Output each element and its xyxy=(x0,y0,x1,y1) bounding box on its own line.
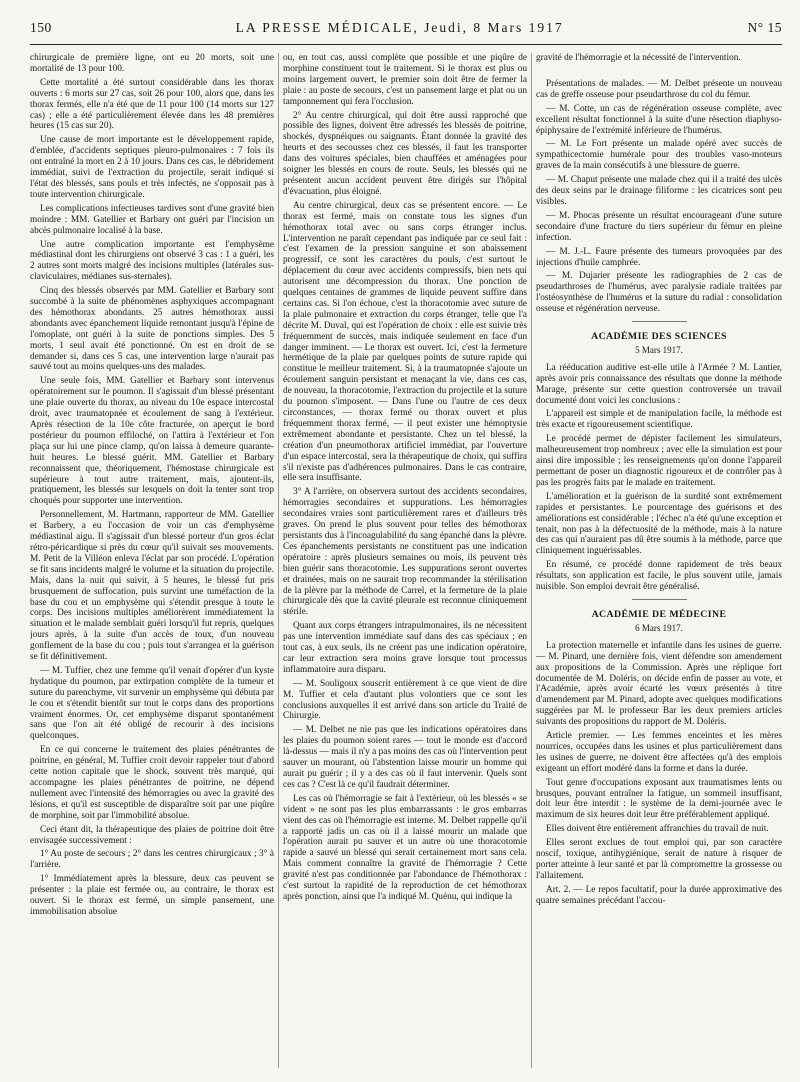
column-divider xyxy=(278,53,279,1068)
section-date: 5 Mars 1917. xyxy=(635,344,683,355)
paragraph: — M. Delbet ne nie pas que les indications opératoires dans les plaies du poumon soient rares — tout le monde est d'accord là-dessus — mais il n'y a pas moins des cas où l'intervention peut sauver un mourant, où l'abstention laisse mourir un homme qui aurait pu guérir ; il y a des cas où il faut intervenir. Quels sont ces cas ? C'est là ce qu'il faudrait déterminer. xyxy=(283,725,527,790)
column-1 xyxy=(30,53,274,1073)
presentation-item: — M. Chaput présente une malade chez qui il a traité des ulcès des deux seins par le drainage filiforme : les cicatrices sont peu visibles. xyxy=(536,175,782,207)
paragraph: Une cause de mort importante est le développement rapide, d'emblée, d'accidents septiques pleuro-pulmonaires : 7 fois ils ont entraîné la mort en 2 à 10 jours. Dans ces cas, le débridement immédiat, suivi de l'extraction du projectile, serait indiqué si l'état des blessés, sans pouls et très infectés, ne s'opposait pas à toute intervention chirurgicale. xyxy=(30,135,274,200)
paragraph: L'appareil est simple et de manipulation facile, la méthode est très exacte et rigoureusement scientifique. xyxy=(536,409,782,431)
presentation-item: — M. Dujarier présente les radiographies de 2 cas de pseudarthroses de l'humérus, avec paralysie radiale traitées par l'ostéosynthèse de l'humérus et la suture du radial : consolidation osseuse et régénération nerveuse. xyxy=(536,271,782,315)
paragraph: Une autre complication importante est l'emphysème médiastinal dont les chirurgiens ont observé 3 cas : 1 a guéri, les 2 autres sont morts malgré des incisions multiples (latérales sus-claviculaires, médianes sus-sternales). xyxy=(30,239,274,283)
paragraph: 3° A l'arrière, on observera surtout des accidents secondaires, hémorragies secondaires et suppurations. Les hémorragies secondaires vraies sont particulièrement rares et d'ailleurs très graves. On prend le plus souvent pour telles des hémothorax persistants dus à l'incoagulabilité du sang épanché dans la plèvre. Ces épanchements persistants ne constituent pas une indication opératoire : après plusieurs semaines ou mois, ils peuvent très bien guérir sans thoracotomie. Les suppurations seront ouvertes et drainées, mais on ne saurait trop recommander la stérilisation de la plèvre par la méthode de Carrel, et la fermeture de la plaie chirurgicale dès que la cavité pleurale est reconnue cliniquement stérile. xyxy=(283,487,527,618)
journal-title: LA PRESSE MÉDICALE, Jeudi, 8 Mars 1917 xyxy=(235,20,564,35)
paragraph: En résumé, ce procédé donne rapidement de très beaux résultats, son application est facile, le plus souvent utile, jamais nuisible. Son emploi devrait être généralisé. xyxy=(536,560,782,593)
paragraph: L'amélioration et la guérison de la surdité sont extrêmement rapides et persistantes. Le pourcentage des guérisons et des améliorations est considérable ; l'échec n'a été qu'une exception et tenait, non pas à la défectuosité de la méthode, mais à la nature des cas qui n'auraient pas dû être soumis à la méthode, parce que cliniquement inguérissables. xyxy=(536,491,782,557)
paragraph: Les complications infectieuses tardives sont d'une gravité bien moindre : MM. Gatellier et Barbary ont guéri par l'incision un abcès pulmonaire localisé à la base. xyxy=(30,203,274,236)
issue-number: N° 15 xyxy=(747,20,782,35)
presentation-item: — M. Le Fort présente un malade opéré avec succès de sympathicectomie humérale pour des troubles vaso-moteurs graves de la main consécutifs à une blessure de guerre. xyxy=(536,139,782,172)
column-2 xyxy=(283,53,527,1073)
presentation-item: — M. J.-L. Faure présente des tumeurs provoquées par des injections d'huile camphrée. xyxy=(536,246,782,268)
section-date: 6 Mars 1917. xyxy=(635,622,683,633)
paragraph: Cinq des blessés observés par MM. Gatellier et Barbary sont succombé à la suite de phénomènes asphyxiques accompagnant des hémothorax abondants. 25 autres hémothorax aussi abondants avec épanchement liquide remontant jusqu'à l'épine de l'omoplate, ont guéri à la suite de ponctions simples. Des 5 morts, 1 seul avait été ponctionné. On est en droit de se demander si, dans ces 5 cas, une intervention large n'aurait pas sauvé tout au moins quelques-uns des malades. xyxy=(30,286,274,373)
paragraph: — M. Tuffier, chez une femme qu'il venait d'opérer d'un kyste hydatique du poumon, par extirpation complète de la tumeur et suture du parenchyme, vit survenir un emphysème qui débuta par le cou et s'étendit bientôt sur tout le corps dans des proportions vraiment énormes. Or, cet emphysème disparut spontanément sans que l'on ait été obligé de recourir à des incisions quelconques. xyxy=(30,665,274,742)
paragraph: Elles seront exclues de tout emploi qui, par son caractère noscif, toxique, antihygiénique, serait de nature à risquer de porter atteinte à leur santé et par là compromettre la grossesse ou l'allaitement. xyxy=(536,838,782,881)
paragraph: Le procédé permet de dépister facilement les simulateurs, malheureusement trop nombreux ; avec elle la simulation est pour ainsi dire impossible ; les renseignements qu'on donne l'appareil permettant de poser un diagnostic rigoureux et de contrôler pas à pas les progrès faits par le malade en traitement. xyxy=(536,434,782,488)
paragraph: En ce qui concerne le traitement des plaies pénétrantes de poitrine, en général, M. Tuffier croit devoir rappeler tout d'abord cette notion capitale que le shock, souvent très marqué, qui accompagne les plaies pénétrantes de poitrine, ne dépend nullement avec l'intensité des hémorragies ou avec la gravité des lésions, et qu'il est susceptible de disparaître soit par une piqûre de morphine, soit par l'immobilité absolue. xyxy=(30,745,274,821)
page-number: 150 xyxy=(30,20,52,35)
paragraph: Quant aux corps étrangers intrapulmonaires, ils ne nécessitent pas une intervention immédiate sauf dans des cas spéciaux ; en tout cas, à eux seuls, ils ne créent pas une indication opératoire, car leur extraction sera moins grave lorsque tout processus inflammatoire aura disparu. xyxy=(283,621,527,675)
paragraph: La protection maternelle et infantile dans les usines de guerre. — M. Pinard, une dernière fois, vient défendre son amendement aux propositions de la Commission. Après une réplique fort documentée de M. Doléris, on décide enfin de passer au vote, et l'Académie, après avoir écarté les vœux présentés à titre d'amendement par M. Pinard, adopte avec quelques modifications suggérées par M. le professeur Bar les deux premiers articles suivants des propositions du rapport de M. Doléris. xyxy=(536,640,782,728)
paragraph: Elles doivent être entièrement affranchies du travail de nuit. xyxy=(546,824,769,835)
presentation-item: Présentations de malades. — M. Delbet présente un nouveau cas de greffe osseuse pour pseudarthrose du col du fémur. xyxy=(536,78,782,100)
header-rule xyxy=(30,44,782,45)
section-heading-medecine: ACADÉMIE DE MÉDECINE xyxy=(591,608,727,620)
paragraph: Au centre chirurgical, deux cas se présentent encore. — Le thorax est fermé, mais on constate tous les signes d'un hémothorax total avec ou sans corps étranger inclus. L'intervention ne paraît cependant pas indiquée par ce seul fait : c'est l'examen de la pression sanguine et son abaissement progressif, ce sont les caractères du pouls, c'est surtout le déplacement du cœur avec accidents compressifs, bien nets qui autorisent une décompression du thorax. Une ponction de quelques centaines de grammes de liquide peuvent suffire dans certains cas. Si l'on échoue, c'est la thoracotomie avec suture de la plaie pulmonaire et extraction du corps étranger, telle que l'a décrite M. Duval, qui est l'opération de choix : elle est suivie très fréquemment de succès, mais indiquée seulement en face d'un danger imminent. — Le thorax est ouvert. Ici, c'est la fermeture hermétique de la plaie par quelques points de suture rapide qui constitue le meilleur traitement. Si, à la traumatopnée s'ajoute un écoulement sanguin persistant et menaçant la vie, dans ces cas, de nouveau, la thoracotomie, l'extraction du projectile et la suture du poumon s'imposent. — Dans l'une ou l'autre de ces deux circonstances, — thorax fermé ou thorax ouvert et plus fréquemment thorax fermé, — il peut exister une hémoptysie extrêmement abondante et persistante. Chez un tel blessé, la création d'un pneumothorax artificiel immédiat, par l'ouverture d'un espace intercostal, sera la thérapeutique de choix, qui suffira s'il n'existe pas d'adhérences pulmonaires. Dans le cas contraire, elle sera insuffisante. xyxy=(283,200,527,484)
paragraph: Cette mortalité a été surtout considérable dans les thorax ouverts : 6 morts sur 27 cas, soit 26 pour 100, alors que, dans les thorax fermés, elle n'a été que de 11 pour 100 (14 morts sur 127 cas) ; elle a été particulièrement élevée dans les 48 premières heures (15 cas sur 20). xyxy=(30,77,274,132)
presentation-item: — M. Cotte, un cas de régénération osseuse complète, avec excellent résultat fonctionnel à la suite d'une résection diaphyso-épiphysaire de l'extrémité inférieure de l'humérus. xyxy=(536,103,782,136)
section-rule xyxy=(632,599,687,600)
column-divider xyxy=(531,53,532,1068)
paragraph: 1° Immédiatement après la blessure, deux cas peuvent se présenter : la plaie est fermée ou, au contraire, le thorax est ouvert. Si le thorax est fermé, un simple pansement, une immobilisation absolue xyxy=(30,874,274,917)
paragraph: 2° Au centre chirurgical, qui doit être aussi rapproché que possible des lignes, doivent être adressés les blessés de poitrine, shockés, dyspnéiques ou saignants. Étant donnée la gravité des heurts et des secousses chez ces blessés, il faut les transporter dans des voitures spéciales, bien chauffées et aménagées pour soigner les blessés en cours de route. Seuls, les blessés qui ne présentent aucun accident peuvent être dirigés sur l'hôpital d'évacuation, plus éloigné. xyxy=(283,110,527,197)
paragraph: Article premier. — Les femmes enceintes et les mères nourrices, occupées dans les usines et plus particulièrement dans les usines de guerre, ne doivent être affectées qu'à des emplois exigeant un effort modéré dans la forme et dans la durée. xyxy=(536,731,782,774)
paragraph: Personnellement, M. Hartmann, rapporteur de MM. Gatellier et Barbery, a eu l'occasion de voir un cas d'emphysème médiastinal aigu. Il s'agissait d'un blessé porteur d'un gros éclat rétro-péricardique si près du cœur qu'il suivait ses mouvements. M. Petit de la Villéon enleva l'éclat par son procédé. L'opération se fit sans incidents malgré le volume et la situation du projectile. Mais, dans la nuit qui suivit, à 5 heures, le blessé fut pris brusquement de suffocation, puis survint une tuméfaction de la base du cou et un emphysème qui s'étendit presque à toute le corps. Des incisions multiples améliorèrent immédiatement la situation et le malade semblait guéri lorsqu'il fut repris, quelques jours après, à la suite d'un accès de toux, d'un nouveau gonflement de la base du cou ; puis tout s'arrangea et la guérison se fit définitivement. xyxy=(30,510,274,663)
section-heading-sciences: ACADÉMIE DES SCIENCES xyxy=(591,331,727,343)
column-3 xyxy=(536,53,782,1073)
paragraph: Les cas où l'hémorragie se fait à l'extérieur, où les blessés « se vident » ne sont pas les plus embarrassants : le gros embarras vient des cas où l'hémorragie est interne. M. Delbet rappelle qu'il a rapporté jadis un cas où il a laissé mourir un malade que l'opération aurait pu sauver et un autre où une thoracotomie rapide a sauvé un blessé qui serait certainement mort sans cela. Mais comment connaître la gravité de l'hémorragie ? Cette gravité n'est pas conditionnée par l'abondance de l'hémothorax : c'est surtout la rapidité de la reproduction de cet hémothorax après ponction, ainsi que l'a indiqué M. Quénu, qui indique la xyxy=(283,793,527,902)
paragraph: Tout genre d'occupations exposant aux traumatismes lents ou brusques, pouvant entraîner la fatigue, un sommeil insuffisant, doit leur être interdit : le système de la demi-journée avec le maximum de six heures doit leur être préférablement appliqué. xyxy=(536,777,782,821)
paragraph: gravité de l'hémorragie et la nécessité de l'intervention. xyxy=(536,53,741,63)
paragraph: ou, en tout cas, aussi complète que possible et une piqûre de morphine constituent tout le traitement. Si le thorax est plus ou moins largement ouvert, le premier soin doit être de fermer la plaie : au poste de secours, c'est un pansement large et plat ou un tamponnement qui fera l'occlusion. xyxy=(283,53,527,107)
paragraph: — M. Souligoux souscrit entièrement à ce que vient de dire M. Tuffier et cela d'autant plus volontiers que ce sont les conclusions auxquelles il est arrivé dans son article du Traité de Chirurgie. xyxy=(283,678,527,722)
paragraph: chirurgicale de première ligne, ont eu 20 morts, soit une mortalité de 13 pour 100. xyxy=(30,53,274,74)
paragraph: Ceci étant dit, la thérapeutique des plaies de poitrine doit être envisagée successivement : xyxy=(30,824,274,846)
section-rule xyxy=(632,321,687,322)
paragraph: La rééducation auditive est-elle utile à l'Armée ? M. Lantier, après avoir pris connaissance des résultats que donne la méthode Marage, présente sur cette question controversée un travail documenté dont voici les conclusions : xyxy=(536,362,782,406)
page-header xyxy=(30,20,782,42)
paragraph: Art. 2. — Le repos facultatif, pour la durée approximative des quatre semaines précédant l'accou- xyxy=(536,884,782,906)
paragraph: Une seule fois, MM. Gatellier et Barbary sont intervenus opératoirement sur le poumon. Il s'agissait d'un blessé présentant une plaie ouverte du thorax, au niveau du 10e espace intercostal droit, avec traumatopnée et écoulement de sang à l'extérieur. Après résection de la 10e côte fracturée, on aperçut le bord postérieur du poumon effiloché, on l'attira à l'extérieur et l'on plaça sur lui une pince clamp, qu'on laissa à demeure quarante-huit heures. Le blessé guérit. MM. Gatellier et Barbary reconnaissent que, théoriquement, l'hémostase chirurgicale est supérieure à tout autre traitement, mais, ajoutent-ils, pratiquement, les blessés sur lesquels on doit la tenter sont trop choqués pour supporter une intervention. xyxy=(30,376,274,507)
presentation-item: — M. Phocas présente un résultat encourageant d'une suture secondaire d'une fracture du tiers supérieur du fémur en pleine infection. xyxy=(536,210,782,243)
paragraph: 1° Au poste de secours ; 2° dans les centres chirurgicaux ; 3° à l'arrière. xyxy=(30,849,274,871)
